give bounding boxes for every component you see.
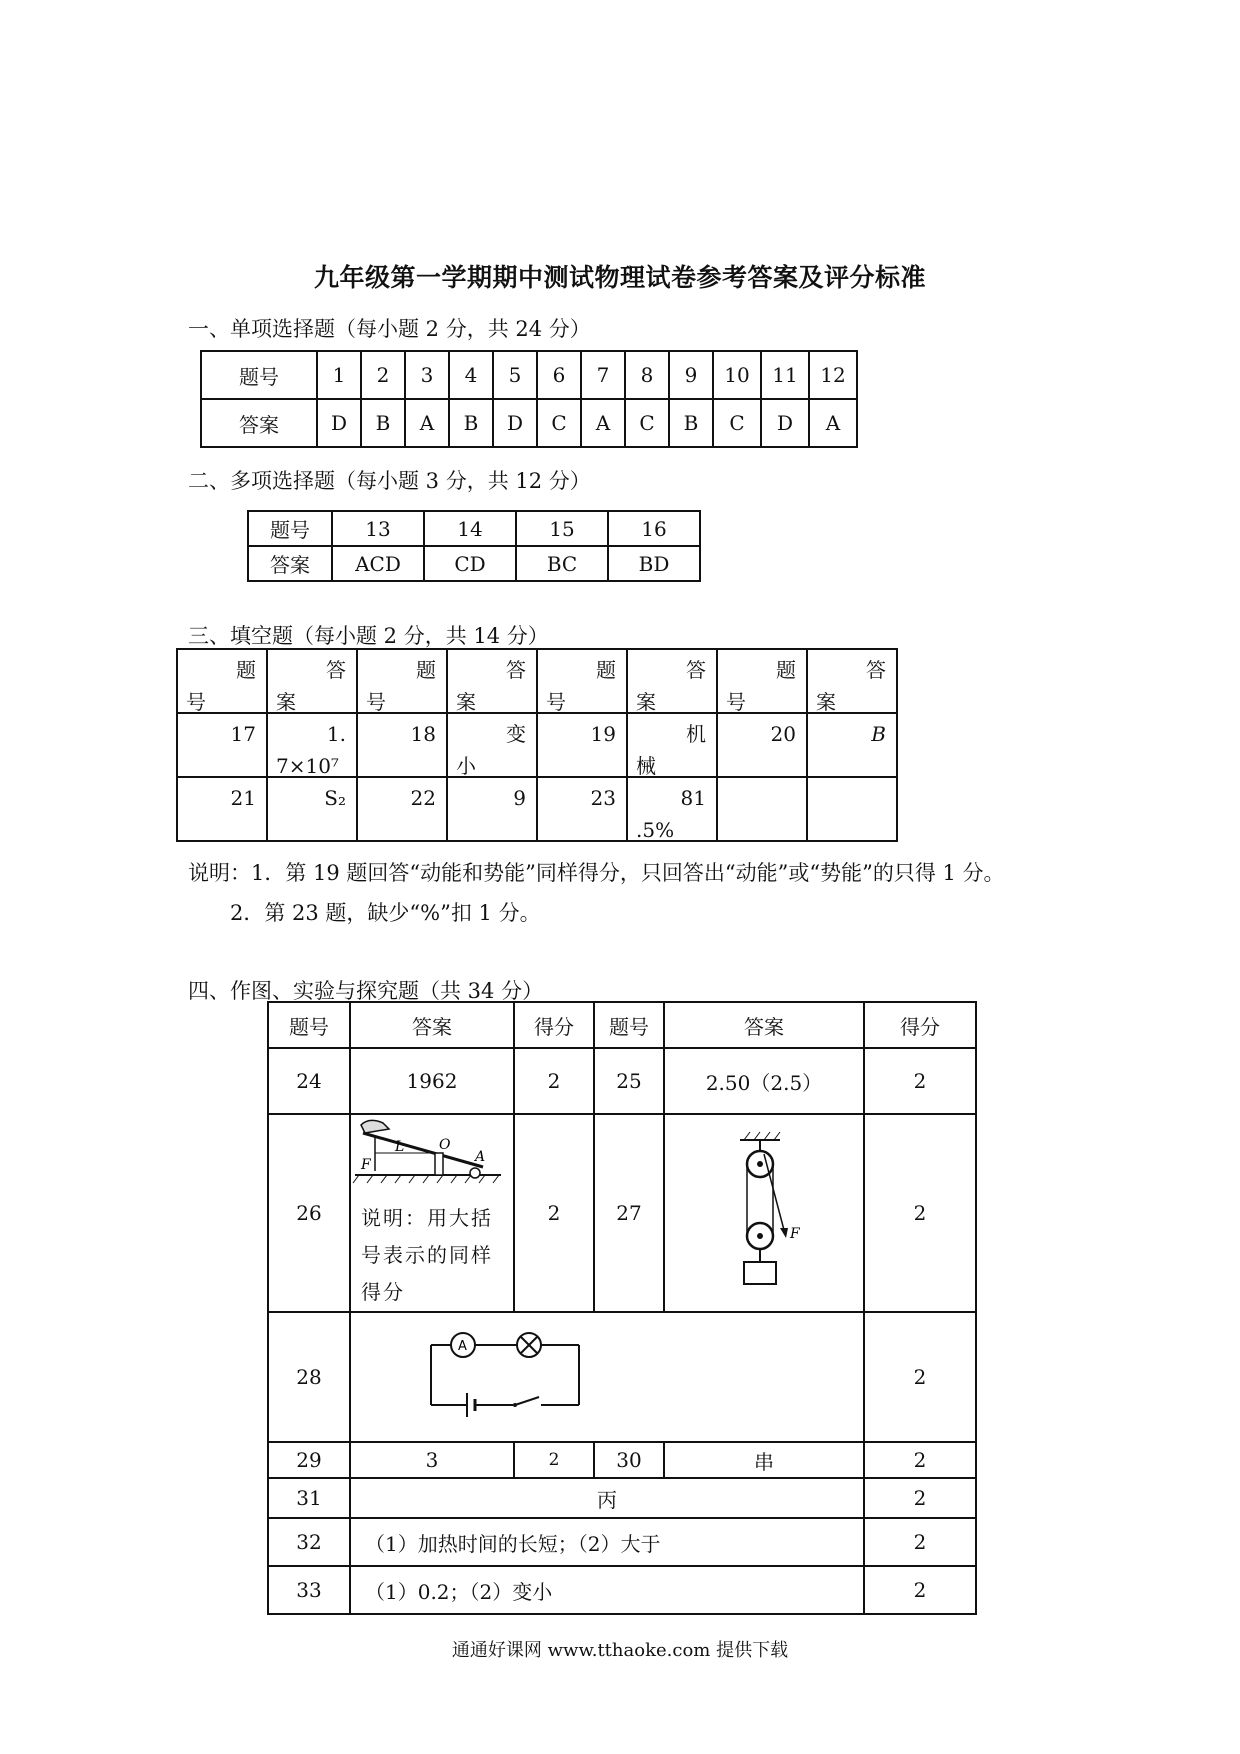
question-number: 5 — [493, 351, 537, 399]
question-cell: 17 — [177, 713, 267, 777]
question-number: 9 — [669, 351, 713, 399]
question-cell: 26 — [268, 1114, 350, 1312]
question-cell: 22 — [357, 777, 447, 841]
header-cell: 题号 — [268, 1002, 350, 1048]
score-cell: 2 — [864, 1566, 976, 1614]
table-row — [268, 1002, 976, 1048]
answer-cell: S₂ — [267, 777, 357, 841]
multi-choice-table — [247, 510, 701, 582]
answer-cell: A — [809, 399, 857, 447]
table-row — [268, 1478, 976, 1518]
header-cell: 得分 — [864, 1002, 976, 1048]
answer-cell: 1962 — [350, 1048, 514, 1114]
force-label: F — [790, 1225, 800, 1242]
answer-cell: 2.50（2.5） — [664, 1048, 864, 1114]
score-cell: 2 — [864, 1518, 976, 1566]
score-cell: 2 — [514, 1114, 594, 1312]
score-cell: 2 — [864, 1114, 976, 1312]
score-cell: 2 — [864, 1478, 976, 1518]
answer-cell: D — [761, 399, 809, 447]
score-cell: 2 — [864, 1312, 976, 1442]
question-cell: 20 — [717, 713, 807, 777]
question-cell: 33 — [268, 1566, 350, 1614]
answer-cell: 串 — [664, 1442, 864, 1478]
answer-cell — [350, 1312, 864, 1442]
header-cell: 答案 — [664, 1002, 864, 1048]
question-number: 1 — [317, 351, 361, 399]
question-cell: 32 — [268, 1518, 350, 1566]
answer-cell: C — [537, 399, 581, 447]
question-cell: 21 — [177, 777, 267, 841]
answer-cell: 1. 7×10⁷ — [267, 713, 357, 777]
row-label-question: 题号 — [248, 511, 332, 546]
question-cell: 29 — [268, 1442, 350, 1478]
footer-credit: 通通好课网 www.tthaoke.com 提供下载 — [451, 1640, 789, 1661]
fill-blank-table — [176, 648, 898, 842]
answer-cell: （1）0.2；（2）变小 — [350, 1566, 864, 1614]
table-row — [177, 777, 897, 841]
section1-heading: 一、单项选择题（每小题 2 分，共 24 分） — [188, 317, 591, 341]
question-number: 8 — [625, 351, 669, 399]
question-cell: 24 — [268, 1048, 350, 1114]
header-cell: 答 案 — [267, 649, 357, 713]
question-number: 14 — [424, 511, 516, 546]
answer-cell: C — [713, 399, 761, 447]
table-row — [268, 1442, 976, 1478]
pulley-diagram — [704, 1126, 824, 1296]
table-row — [201, 399, 857, 447]
answer-cell: 81 .5% — [627, 777, 717, 841]
ammeter-label: A — [458, 1338, 467, 1354]
answer-cell: 丙 — [350, 1478, 864, 1518]
score-cell: 2 — [864, 1048, 976, 1114]
table-row — [268, 1566, 976, 1614]
question-cell: 28 — [268, 1312, 350, 1442]
answer-cell — [664, 1114, 864, 1312]
question-number: 7 — [581, 351, 625, 399]
table-row — [177, 713, 897, 777]
row-label-question: 题号 — [201, 351, 317, 399]
pivot-label: O — [439, 1137, 451, 1153]
answer-cell: ACD — [332, 546, 424, 581]
answer-cell: C — [625, 399, 669, 447]
header-cell: 得分 — [514, 1002, 594, 1048]
table-row — [248, 546, 700, 581]
table-row — [201, 351, 857, 399]
answer-cell: 9 — [447, 777, 537, 841]
answer-cell: CD — [424, 546, 516, 581]
single-choice-table — [200, 350, 858, 448]
question-number: 12 — [809, 351, 857, 399]
question-cell: 30 — [594, 1442, 664, 1478]
question-cell: 31 — [268, 1478, 350, 1518]
answer-cell: B — [669, 399, 713, 447]
answer-cell: （1）加热时间的长短；（2）大于 — [350, 1518, 864, 1566]
empty-cell — [717, 777, 807, 841]
answer-cell: 变 小 — [447, 713, 537, 777]
question-number: 16 — [608, 511, 700, 546]
question-cell: 19 — [537, 713, 627, 777]
table-row — [177, 649, 897, 713]
score-cell: 2 — [514, 1048, 594, 1114]
table-row — [268, 1048, 976, 1114]
header-cell: 题 号 — [177, 649, 267, 713]
question-cell: 23 — [537, 777, 627, 841]
row-label-answer: 答案 — [201, 399, 317, 447]
score-cell: 2 — [864, 1442, 976, 1478]
header-cell: 答 案 — [807, 649, 897, 713]
section3-note-1: 说明：1．第 19 题回答“动能和势能”同样得分，只回答出“动能”或“势能”的只得 1 分。 — [188, 861, 1005, 885]
question-number: 11 — [761, 351, 809, 399]
section2-heading: 二、多项选择题（每小题 3 分，共 12 分） — [188, 469, 591, 493]
answer-cell: D — [493, 399, 537, 447]
circuit-diagram — [421, 1325, 621, 1425]
page-title: 九年级第一学期期中测试物理试卷参考答案及评分标准 — [313, 263, 926, 292]
table-row — [268, 1114, 976, 1312]
score-cell: 2 — [514, 1442, 594, 1478]
answer-cell — [350, 1114, 514, 1312]
table-row — [268, 1312, 976, 1442]
question-number: 15 — [516, 511, 608, 546]
section4-heading: 四、作图、实验与探究题（共 34 分） — [188, 979, 544, 1003]
answer-cell: B — [449, 399, 493, 447]
question-number: 6 — [537, 351, 581, 399]
row-label-answer: 答案 — [248, 546, 332, 581]
answer-cell: A — [581, 399, 625, 447]
answer-cell: 机 械 — [627, 713, 717, 777]
question-number: 4 — [449, 351, 493, 399]
question-number: 3 — [405, 351, 449, 399]
header-cell: 答 案 — [447, 649, 537, 713]
point-label: A — [475, 1149, 486, 1165]
question-cell: 18 — [357, 713, 447, 777]
answer-cell: 3 — [350, 1442, 514, 1478]
question-number: 10 — [713, 351, 761, 399]
question-number: 2 — [361, 351, 405, 399]
header-cell: 题 号 — [357, 649, 447, 713]
header-cell: 答 案 — [627, 649, 717, 713]
table-row — [248, 511, 700, 546]
header-cell: 题号 — [594, 1002, 664, 1048]
experiment-table — [267, 1001, 977, 1615]
answer-cell: B — [807, 713, 897, 777]
section3-note-2: 2．第 23 题，缺少“%”扣 1 分。 — [230, 901, 541, 925]
answer-cell: D — [317, 399, 361, 447]
lever-diagram — [351, 1115, 509, 1195]
question-number: 13 — [332, 511, 424, 546]
answer-cell: BC — [516, 546, 608, 581]
answer-cell: A — [405, 399, 449, 447]
question-cell: 25 — [594, 1048, 664, 1114]
force-label: F — [361, 1157, 371, 1173]
empty-cell — [807, 777, 897, 841]
question-cell: 27 — [594, 1114, 664, 1312]
table-row — [268, 1518, 976, 1566]
answer-cell: B — [361, 399, 405, 447]
lever-note: 说明：用大括号表示的同样得分 — [361, 1206, 493, 1304]
header-cell: 答案 — [350, 1002, 514, 1048]
header-cell: 题 号 — [717, 649, 807, 713]
section3-heading: 三、填空题（每小题 2 分，共 14 分） — [188, 624, 549, 648]
arm-label: L — [395, 1139, 405, 1155]
answer-cell: BD — [608, 546, 700, 581]
header-cell: 题 号 — [537, 649, 627, 713]
